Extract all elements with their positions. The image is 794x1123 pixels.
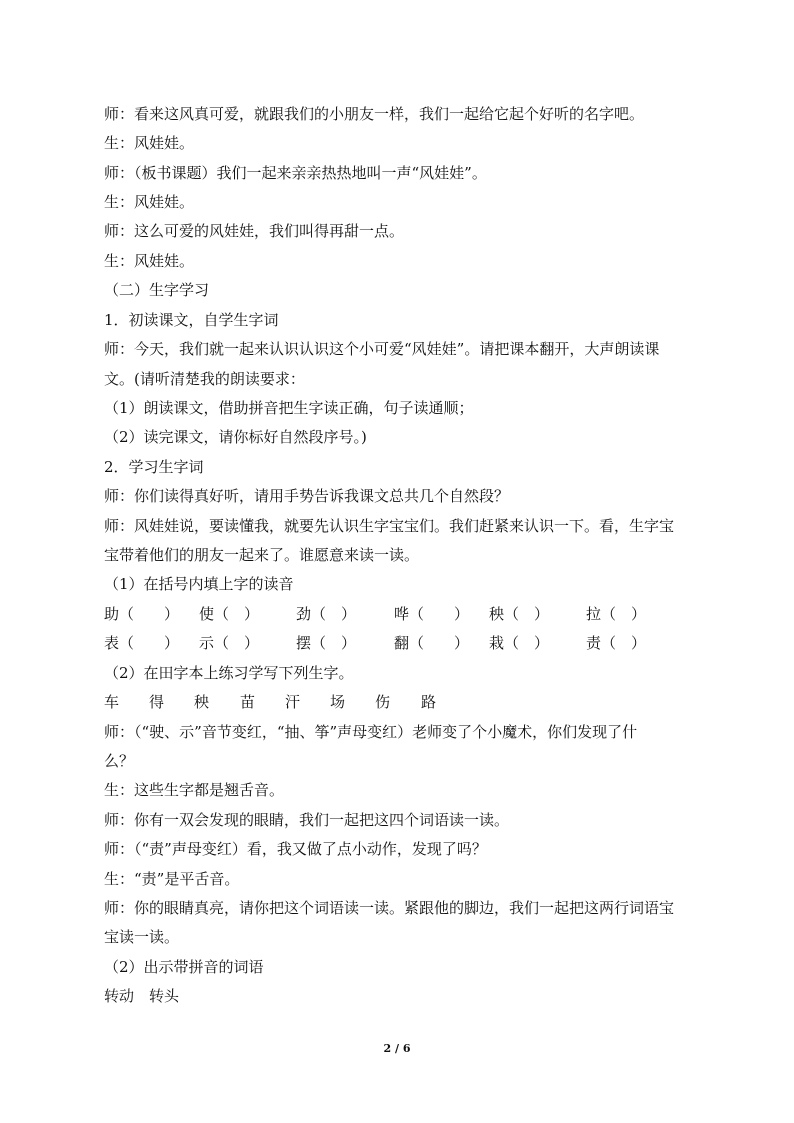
pinyin-blank: 摆（ ）: [296, 634, 357, 652]
pinyin-blank: 责（ ）: [586, 634, 647, 652]
paragraph-line: 生：这些生字都是翘舌音。: [104, 781, 285, 799]
practice-character: 场: [330, 693, 346, 711]
paragraph-line: 师：你有一双会发现的眼睛，我们一起把这四个词语读一读。: [104, 811, 510, 829]
pinyin-blank: 助（ ）: [104, 605, 180, 623]
paragraph-line: （2）读完课文，请你标好自然段序号。): [104, 428, 367, 446]
paragraph-line: 师：你们读得真好听，请用手势告诉我课文总共几个自然段？: [104, 487, 510, 505]
paragraph-line: 师：（“驶、示”音节变红，“抽、筝”声母变红）老师变了个小魔术，你们发现了什: [104, 723, 638, 741]
pinyin-blank: 栽（ ）: [489, 634, 550, 652]
subsection-heading: 1．初读课文，自学生字词: [104, 311, 279, 329]
practice-character: 伤: [375, 693, 391, 711]
paragraph-line: 宝读一读。: [104, 928, 180, 946]
word-list-line: 转动 转头: [104, 987, 180, 1005]
paragraph-line: 生：风娃娃。: [104, 193, 195, 211]
paragraph-line: （2）出示带拼音的词语: [104, 958, 264, 976]
pinyin-blank: 示（ ）: [199, 634, 260, 652]
practice-character: 苗: [240, 693, 256, 711]
paragraph-line: 师：你的眼睛真亮，请你把这个词语读一读。紧跟他的脚边，我们一起把这两行词语宝: [104, 899, 675, 917]
paragraph-line: 么？: [104, 752, 135, 770]
pinyin-blank: 劲（ ）: [296, 605, 357, 623]
practice-character: 路: [421, 693, 437, 711]
practice-character: 得: [149, 693, 165, 711]
paragraph-line: 师：风娃娃说，要读懂我，就要先认识生字宝宝们。我们赶紧来认识一下。看，生字宝: [104, 517, 675, 535]
pinyin-blank: 表（ ）: [104, 634, 180, 652]
pinyin-blank: 哗（ ）: [394, 605, 470, 623]
pinyin-blank: 使（ ）: [199, 605, 260, 623]
paragraph-line: 师：（“责”声母变红）看，我又做了点小动作，发现了吗？: [104, 840, 487, 858]
paragraph-line: （1）朗读课文，借助拼音把生字读正确，句子读通顺；: [104, 399, 474, 417]
section-heading: （二）生字学习: [104, 281, 210, 299]
pinyin-blank: 翻（ ）: [394, 634, 470, 652]
paragraph-line: 师：今天，我们就一起来认识认识这个小可爱“风娃娃”。请把课本翻开，大声朗读课: [104, 340, 660, 358]
paragraph-line: 宝带着他们的朋友一起来了。谁愿意来读一读。: [104, 546, 420, 564]
page-number: 2 / 6: [383, 1042, 411, 1055]
practice-character: 车: [104, 693, 120, 711]
pinyin-blank: 拉（ ）: [586, 605, 647, 623]
paragraph-line: 师：（板书课题）我们一起来亲亲热热地叫一声“风娃娃”。: [104, 164, 487, 182]
paragraph-line: 生：风娃娃。: [104, 134, 195, 152]
subsection-heading: 2．学习生字词: [104, 458, 204, 476]
paragraph-line: 生：“责”是平舌音。: [104, 870, 240, 888]
paragraph-line: （1）在括号内填上字的读音: [104, 575, 294, 593]
paragraph-line: （2）在田字本上练习学写下列生字。: [104, 664, 354, 682]
paragraph-line: 文。(请听清楚我的朗读要求：: [104, 370, 305, 388]
pinyin-blank: 秧（ ）: [489, 605, 550, 623]
paragraph-line: 师：看来这风真可爱，就跟我们的小朋友一样，我们一起给它起个好听的名字吧。: [104, 105, 645, 123]
paragraph-line: 生：风娃娃。: [104, 252, 195, 270]
practice-character: 秧: [194, 693, 210, 711]
practice-character: 汗: [285, 693, 301, 711]
paragraph-line: 师：这么可爱的风娃娃，我们叫得再甜一点。: [104, 222, 405, 240]
